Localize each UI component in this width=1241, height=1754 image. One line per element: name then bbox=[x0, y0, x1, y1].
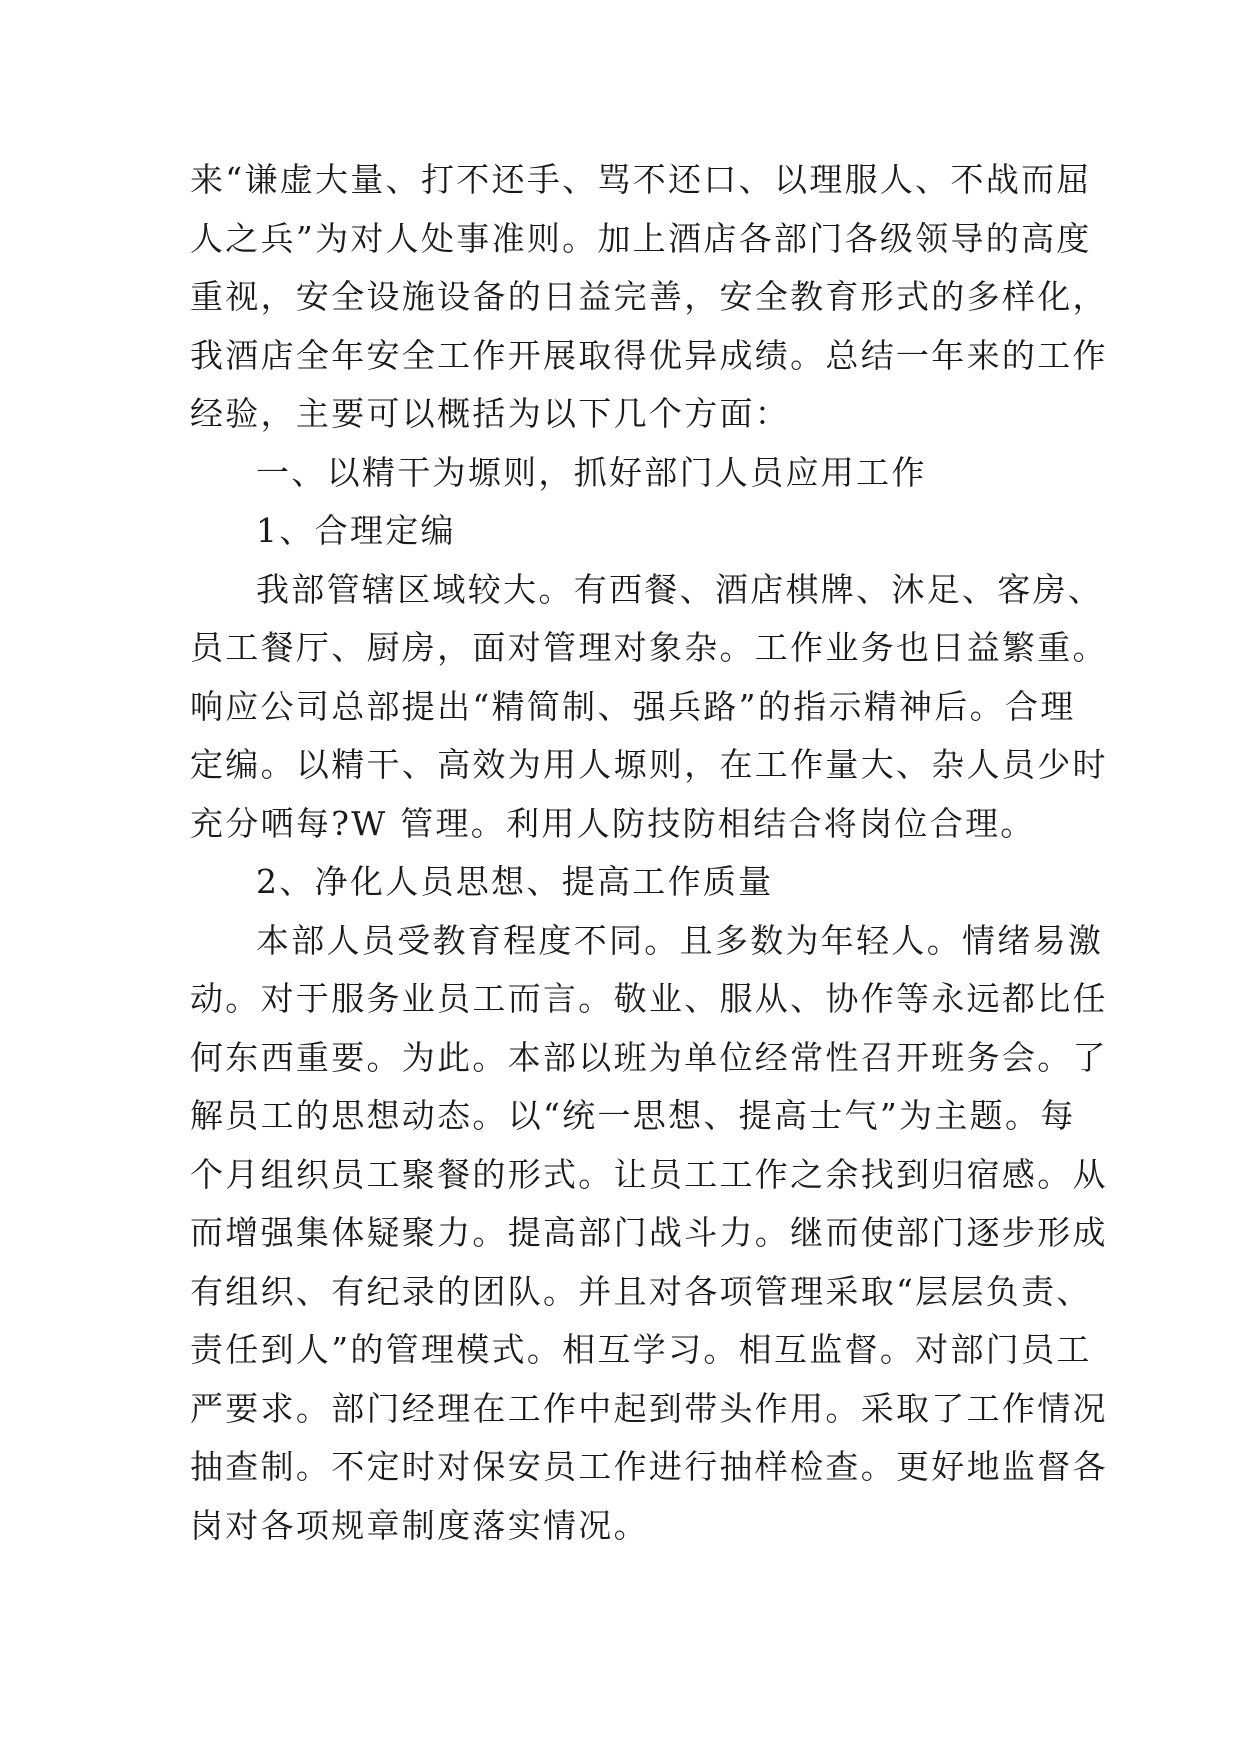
text-line: 人之兵”为对人处事准则。加上酒店各部门各级领导的高度 bbox=[190, 218, 1092, 258]
text-line: 充分哂每?W 管理。利用人防技防相结合将岗位合理。 bbox=[190, 803, 1036, 843]
text-line: 本部人员受教育程度不同。且多数为年轻人。情绪易激 bbox=[256, 920, 1104, 960]
text-line: 而增强集体疑聚力。提高部门战斗力。继而使部门逐步形成 bbox=[190, 1213, 1108, 1252]
text-line: 抽查制。不定时对保安员工作进行抽样检查。更好地监督各 bbox=[190, 1447, 1108, 1486]
text-line: 响应公司总部提出“精简制、强兵路”的指示精神后。合理 bbox=[190, 686, 1076, 726]
text-line: 定编。以精干、高效为用人塬则，在工作量大、杂人员少时 bbox=[190, 745, 1108, 784]
text-line: 个月组织员工聚餐的形式。让员工工作之余找到归宿感。从 bbox=[190, 1154, 1108, 1194]
text-line: 严要求。部门经理在工作中起到带头作用。采取了工作情况 bbox=[190, 1388, 1108, 1428]
text-line: 何东西重要。为此。本部以班为单位经常性召开班务会。了 bbox=[190, 1037, 1108, 1077]
document-body bbox=[190, 151, 1108, 1555]
text-line: 解员工的思想动态。以“统一思想、提高士气”为主题。每 bbox=[190, 1096, 1076, 1135]
text-line: 有组织、有纪录的团队。并且对各项管理采取“层层负责、 bbox=[190, 1271, 1092, 1311]
text-line: 我部管辖区域较大。有西餐、酒店棋牌、沐足、客房、 bbox=[256, 569, 1104, 609]
text-line: 动。对于服务业员工而言。敬业、服从、协作等永远都比任 bbox=[190, 979, 1108, 1018]
text-line: 经验，主要可以概括为以下几个方面： bbox=[190, 394, 791, 433]
text-line: 重视，安全设施设备的日益完善，安全教育形式的多样化， bbox=[190, 277, 1108, 316]
text-line: 我酒店全年安全工作开展取得优异成绩。总结一年来的工作 bbox=[190, 335, 1108, 375]
text-line: 岗对各项规章制度落实情况。 bbox=[190, 1505, 649, 1545]
text-line: 责任到人”的管理模式。相互学习。相互监督。对部门员工 bbox=[190, 1330, 1092, 1369]
text-line: 1、合理定编 bbox=[256, 511, 456, 550]
text-line: 来“谦虚大量、打不还手、骂不还口、以理服人、不战而屈 bbox=[190, 160, 1092, 199]
text-line: 员工餐厅、厨房，面对管理对象杂。工作业务也日益繁重。 bbox=[190, 628, 1108, 667]
text-line: 2、净化人员思想、提高工作质量 bbox=[256, 862, 774, 901]
text-line: 一、以精干为塬则，抓好部门人员应用工作 bbox=[256, 452, 927, 492]
